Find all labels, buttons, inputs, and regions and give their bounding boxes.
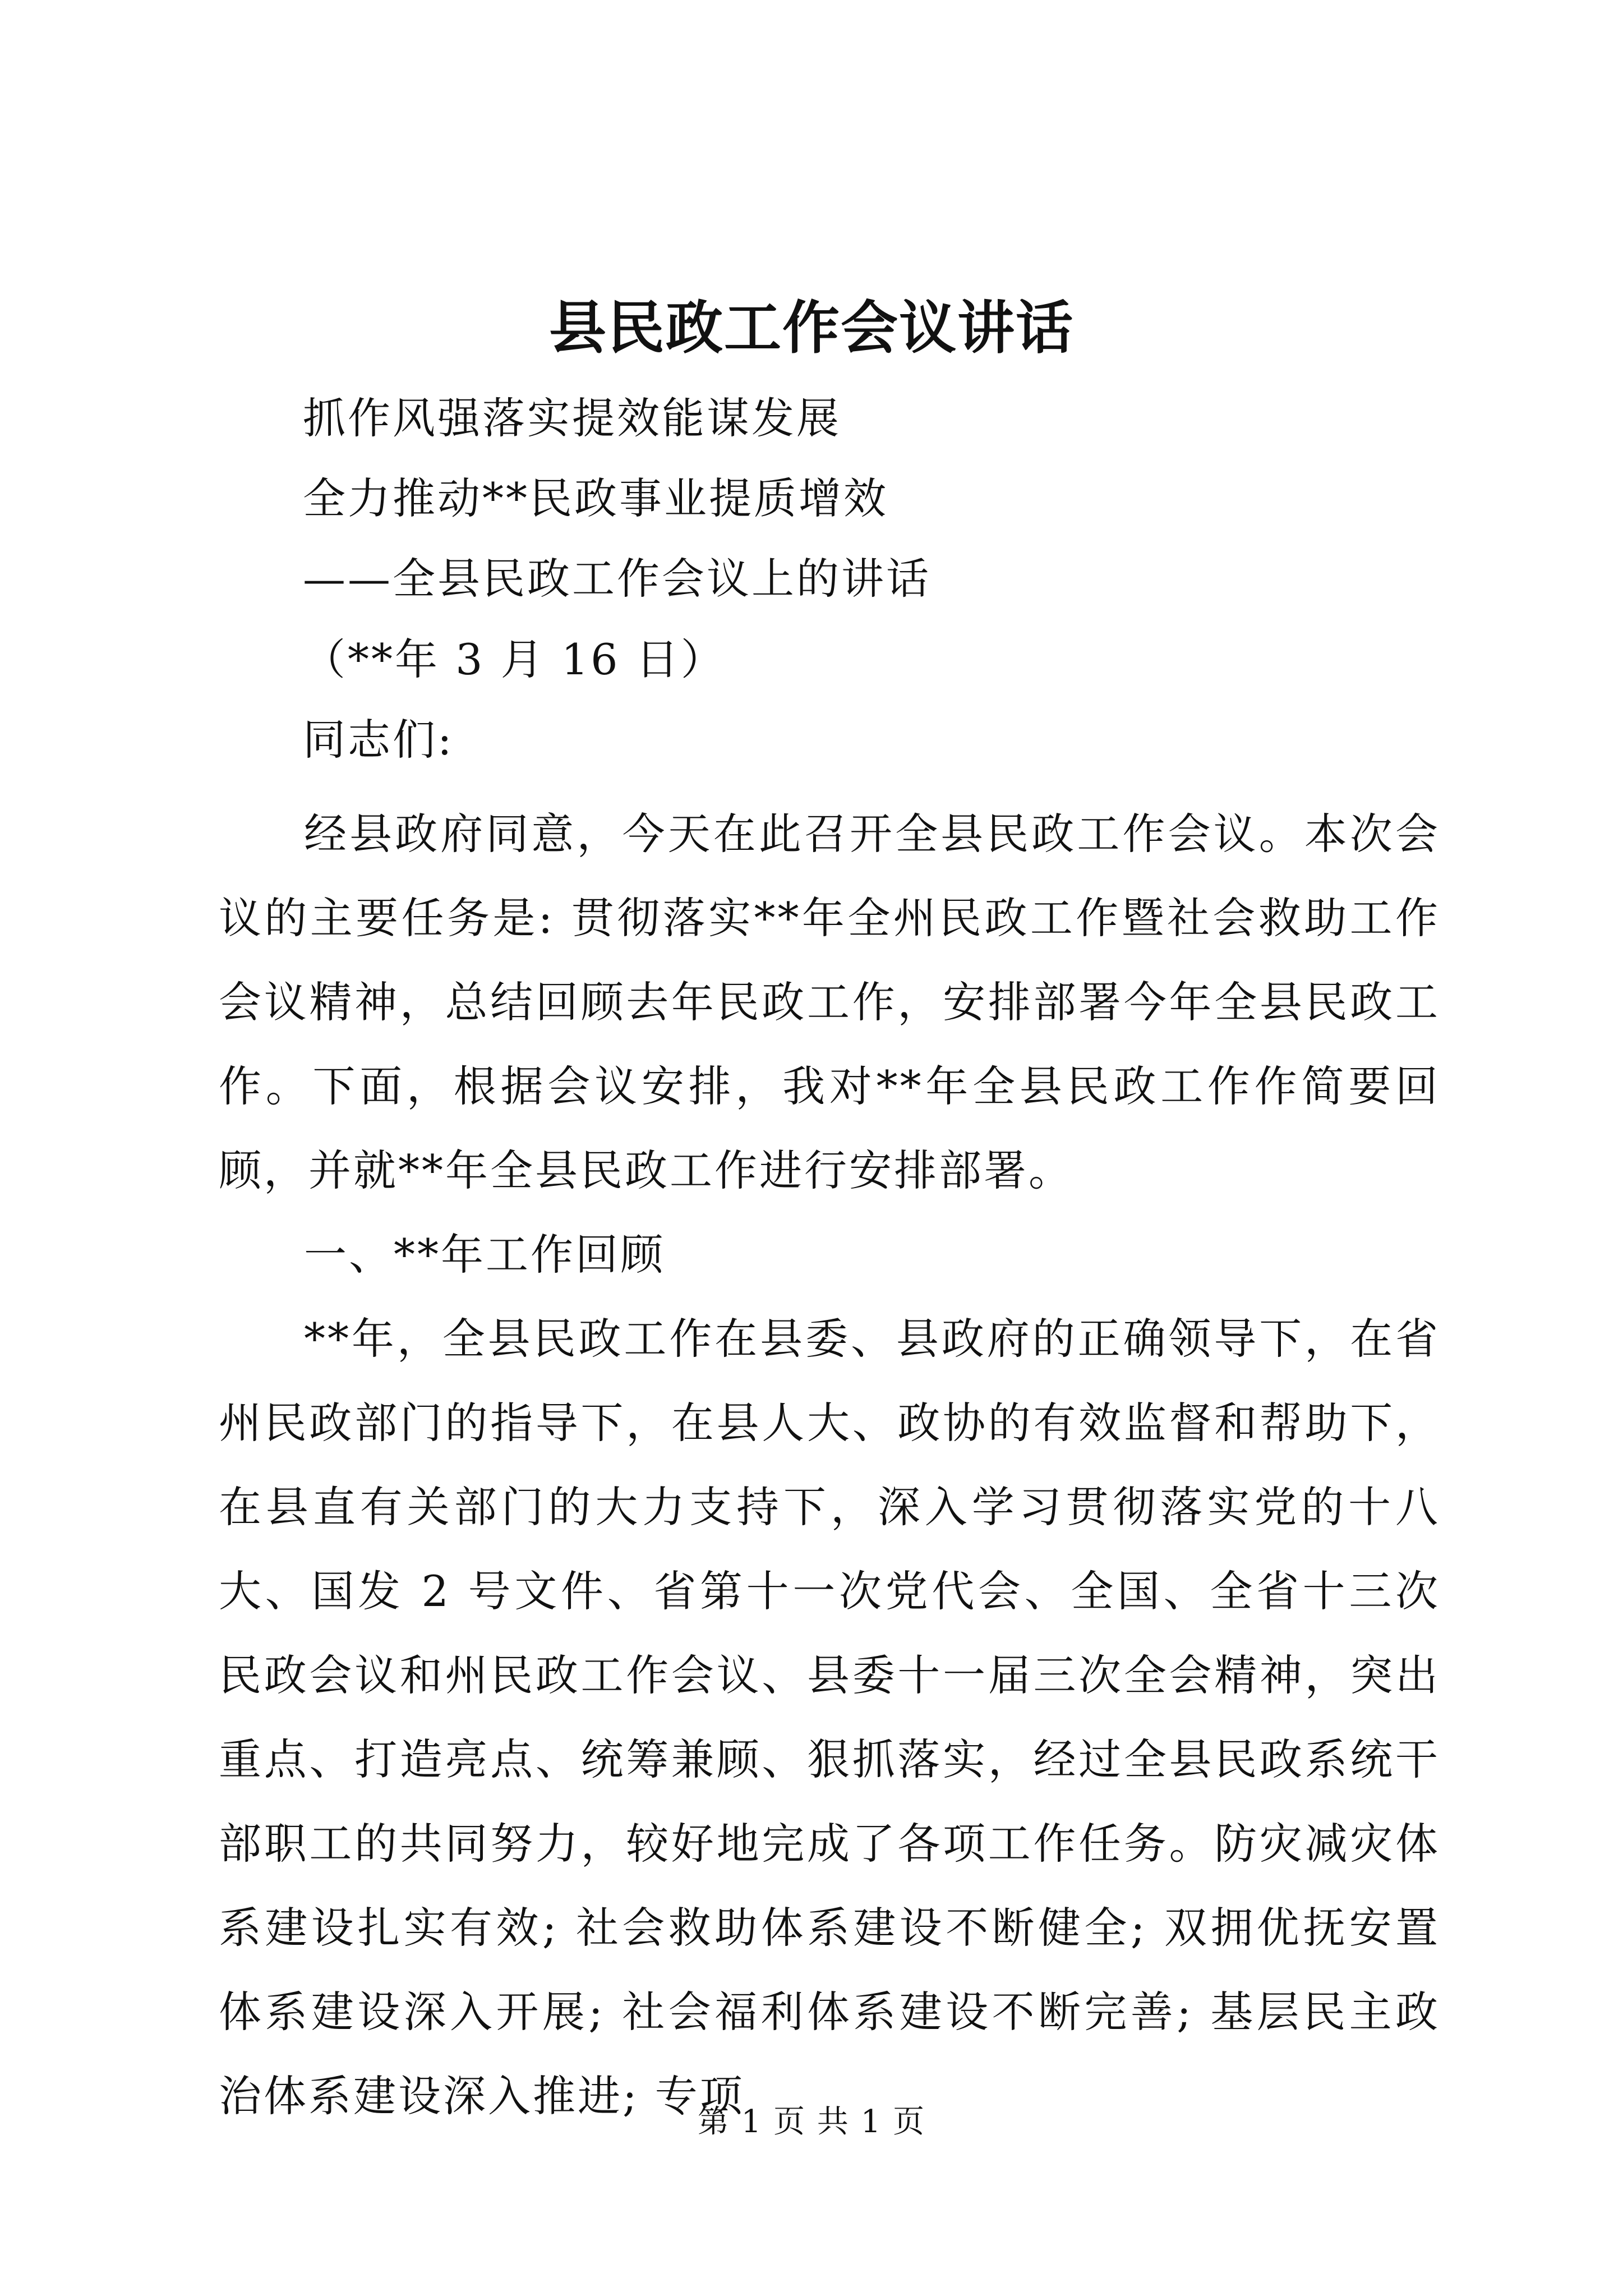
document-title: 县民政工作会议讲话 (549, 295, 1074, 362)
subtitle-3: ——全县民政工作会议上的讲话 (303, 554, 931, 604)
page-footer: 第 1 页 共 1 页 (697, 2104, 926, 2140)
paragraph-intro: 经县政府同意，今天在此召开全县民政工作会议。本次会议的主要任务是: 贯彻落实**年全州民政工作暨社会救助工作会议精神，总结回顾去年民政工作，安排部署今年全县民政工作。下面，根据会议安排，我对**年全县民政工作作简要回顾，并就**年全县民政工作进行安排部署。 (219, 809, 1440, 1195)
subtitle-1: 抓作风强落实提效能谋发展 (303, 393, 841, 443)
speech-date: （**年 3 月 16 日） (303, 634, 726, 684)
document-body (219, 792, 1440, 2138)
section-heading: 一、**年工作回顾 (304, 1230, 665, 1280)
subtitle-2: 全力推动**民政事业提质增效 (303, 473, 888, 523)
salutation: 同志们: (303, 715, 454, 765)
paragraph-review: **年，全县民政工作在县委、县政府的正确领导下，在省州民政部门的指导下，在县人大、政协的有效监督和帮助下，在县直有关部门的大力支持下，深入学习贯彻落实党的十八大、国发 2 号文件、省第十一次党代会、全国、全省十三次民政会议和州民政工作会议、县委十一届三次全会精神，突出重点、打造亮点、统筹兼顾、狠抓落实，经过全县民政系统干部职工的共同努力，较好地完成了各项工作任务。防灾减灾体系建设扎实有效; 社会救助体系建设不断健全; 双拥优抚安置体系建设深入开展; 社会福利体系建设不断完善; 基层民主政治体系建设深入推进; 专项 (219, 1314, 1440, 2121)
